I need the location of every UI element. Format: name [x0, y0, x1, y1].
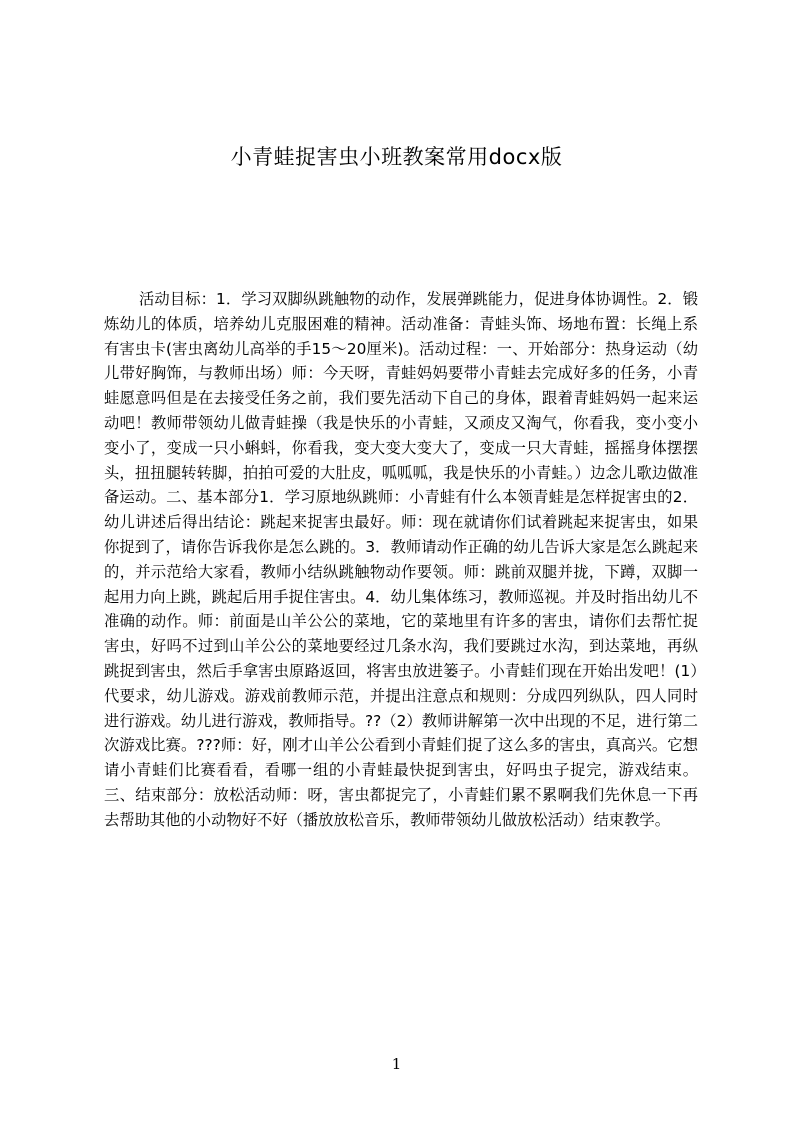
- body-paragraph: 活动目标：1．学习双脚纵跳触物的动作，发展弹跳能力，促进身体协调性。2．锻炼幼儿的体质，培养幼儿克服困难的精神。活动准备：青蛙头饰、场地布置：长绳上系有害虫卡(害虫离幼儿高举的手15～20厘米)。活动过程：一、开始部分：热身运动（幼儿带好胸饰，与教师出场）师：今天呀，青蛙妈妈要带小青蛙去完成好多的任务，小青蛙愿意吗但是在去接受任务之前，我们要先活动下自己的身体，跟着青蛙妈妈一起来运动吧！教师带领幼儿做青蛙操（我是快乐的小青蛙，又顽皮又淘气，你看我，变小变小变小了，变成一只小蝌蚪，你看我，变大变大变大了，变成一只大青蛙，摇摇身体摆摆头，扭扭腿转转脚，拍拍可爱的大肚皮，呱呱呱，我是快乐的小青蛙。）边念儿歌边做准备运动。二、基本部分1．学习原地纵跳师：小青蛙有什么本领青蛙是怎样捉害虫的2．幼儿讲述后得出结论：跳起来捉害虫最好。师：现在就请你们试着跳起来捉害虫，如果你捉到了，请你告诉我你是怎么跳的。3．教师请动作正确的幼儿告诉大家是怎么跳起来的，并示范给大家看，教师小结纵跳触物动作要领。师：跳前双腿并拢，下蹲，双脚一起用力向上跳，跳起后用手捉住害虫。4．幼儿集体练习，教师巡视。并及时指出幼儿不准确的动作。师：前面是山羊公公的菜地，它的菜地里有许多的害虫，请你们去帮忙捉害虫，好吗不过到山羊公公的菜地要经过几条水沟，我们要跳过水沟，到达菜地，再纵跳捉到害虫，然后手拿害虫原路返回，将害虫放进篓子。小青蛙们现在开始出发吧！(1）代要求，幼儿游戏。游戏前教师示范，并提出注意点和规则：分成四列纵队，四人同时进行游戏。幼儿进行游戏，教师指导。??（2）教师讲解第一次中出现的不足，进行第二次游戏比赛。???师：好，刚才山羊公公看到小青蛙们捉了这么多的害虫，真高兴。它想请小青蛙们比赛看看，看哪一组的小青蛙最快捉到害虫，好吗虫子捉完，游戏结束。三、结束部分：放松活动师：呀，害虫都捉完了，小青蛙们累不累啊我们先休息一下再去帮助其他的小动物好不好（播放放松音乐，教师带领幼儿做放松活动）结束教学。: [104, 290, 698, 829]
- body-text-area: [104, 287, 698, 907]
- document-title: 小青蛙捉害虫小班教案常用docx版: [230, 145, 563, 169]
- page-number: 1: [391, 1055, 402, 1073]
